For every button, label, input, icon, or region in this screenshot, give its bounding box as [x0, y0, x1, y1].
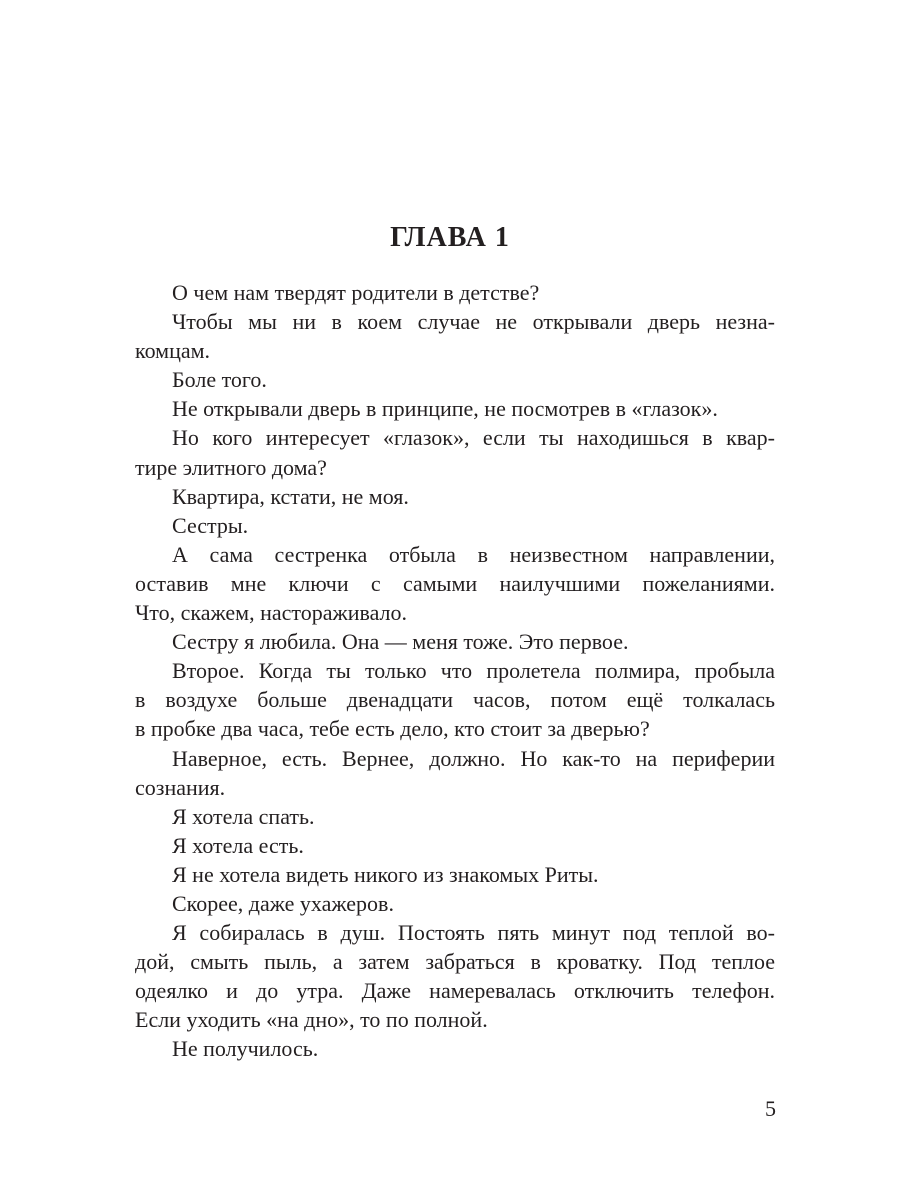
- page-number: 5: [765, 1096, 776, 1121]
- paragraph: [135, 365, 775, 394]
- text-line: комцам.: [135, 338, 211, 364]
- text-line: Скорее, даже ухажеров.: [172, 890, 394, 916]
- paragraph: [135, 394, 775, 423]
- paragraph: [135, 423, 775, 481]
- text-line: Не открывали дверь в принципе, не посмотрев в «глазок».: [172, 396, 718, 422]
- chapter-body: [135, 278, 775, 1064]
- text-line: А сама сестренка отбыла в неизвестном направлении,: [172, 541, 775, 567]
- text-line: Чтобы мы ни в коем случае не открывали дверь незна-: [172, 309, 775, 335]
- text-line: Я собиралась в душ. Постоять пять минут под теплой во-: [172, 920, 775, 946]
- paragraph: [135, 918, 775, 1034]
- paragraph: [135, 744, 775, 802]
- paragraph: [135, 831, 775, 860]
- text-line: Я не хотела видеть никого из знакомых Риты.: [172, 861, 599, 887]
- text-line: Но кого интересует «глазок», если ты находишься в квар-: [172, 425, 775, 451]
- text-line: в воздухе больше двенадцати часов, потом ещё толкалась: [135, 687, 775, 713]
- paragraph: [135, 278, 775, 307]
- text-line: Сестры.: [172, 512, 249, 538]
- paragraph: [135, 540, 775, 627]
- text-line: Я хотела спать.: [172, 803, 315, 829]
- text-line: сознания.: [135, 774, 226, 800]
- text-line: в пробке два часа, тебе есть дело, кто стоит за дверью?: [135, 716, 650, 742]
- paragraph: [135, 656, 775, 743]
- text-line: О чем нам твердят родители в детстве?: [172, 280, 540, 305]
- paragraph: [135, 482, 775, 511]
- text-line: тире элитного дома?: [135, 454, 327, 480]
- text-line: Квартира, кстати, не моя.: [172, 483, 409, 509]
- chapter-title: ГЛАВА 1: [390, 222, 510, 253]
- paragraph: [135, 307, 775, 365]
- text-line: Сестру я любила. Она — меня тоже. Это первое.: [172, 629, 629, 655]
- paragraph: [135, 1034, 775, 1063]
- paragraph: [135, 802, 775, 831]
- paragraph: [135, 889, 775, 918]
- text-line: Если уходить «на дно», то по полной.: [135, 1007, 488, 1033]
- text-line: Я хотела есть.: [172, 832, 304, 858]
- text-line: дой, смыть пыль, а затем забраться в кроватку. Под теплое: [135, 949, 775, 975]
- paragraph: [135, 511, 775, 540]
- text-line: Второе. Когда ты только что пролетела полмира, пробыла: [172, 658, 775, 684]
- text-line: одеялко и до утра. Даже намеревалась отключить телефон.: [135, 978, 775, 1004]
- paragraph: [135, 860, 775, 889]
- text-line: оставив мне ключи с самыми наилучшими пожеланиями.: [135, 570, 775, 596]
- text-line: Что, скажем, настораживало.: [135, 600, 408, 626]
- paragraph: [135, 627, 775, 656]
- text-line: Не получилось.: [172, 1036, 319, 1062]
- text-line: Наверное, есть. Вернее, должно. Но как-то на периферии: [172, 745, 775, 771]
- text-line: Боле того.: [172, 367, 267, 393]
